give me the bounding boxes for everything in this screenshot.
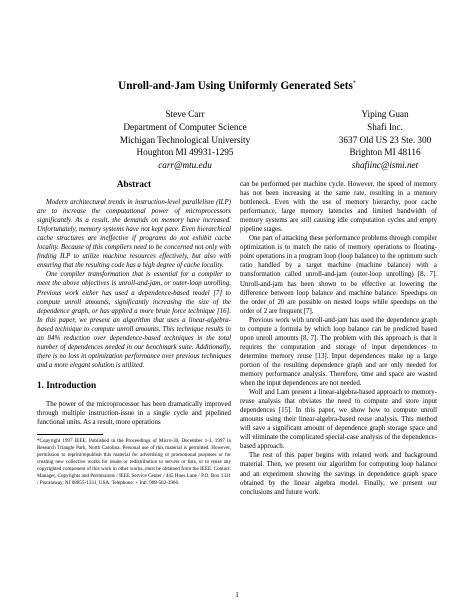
- author-institution: Michigan Technological University: [119, 134, 251, 145]
- author-name: Steve Carr: [165, 109, 205, 119]
- abstract-heading: Abstract: [116, 179, 152, 189]
- body-paragraph: Previous work with unroll-and-jam has used the dependence graph to compute a formula by which loop balance can be predicted based upon unroll amounts [8, 7]. The problem with this approach is that it requires the computation and storage of input dependences to determine memory reuse [13]. Input dependences make up a large portion of the resulting dependence graph and are only needed for memory performance analysis. Therefore, time and space are wasted when the input dependences are not needed.: [240, 316, 437, 388]
- author-department: Shafi Inc.: [367, 121, 403, 132]
- body-paragraph: The rest of this paper begins with related work and background material. Then, we present our algorithm for computing loop balance and an experiment showing the savings in dependence graph space obtained by the linear algebra model. Finally, we present our conclusions and future work.: [240, 452, 437, 496]
- page-number: 1: [235, 591, 239, 599]
- author-email: carr@mtu.edu: [158, 160, 212, 171]
- author-address: Houghton MI 49931-1295: [136, 147, 234, 158]
- body-paragraph: The power of the microprocessor has been dramatically improved through multiple instruction-issue in a single cycle and pipelined functional units. As a result, more operations: [37, 400, 231, 427]
- footnote-rule: [37, 434, 103, 435]
- paper-title: [0, 80, 474, 92]
- body-paragraph: Wolf and Lam present a linear-algebra-based approach to memory-reuse analysis that obviates the need to compute and store input dependences [15]. In this paper, we show how to compute unroll amounts using their linear-algebra-based reuse analysis. This method will save a significant amount of dependence graph storage space and will eliminate the complicated special-case analysis of the dependence-based approach.: [240, 389, 437, 451]
- left-column: [37, 180, 231, 487]
- author-block-carr: [95, 108, 275, 172]
- body-paragraph: One part of attacking these performance problems through compiler optimization is to match the ratio of memory operations to floating-point operations in a program loop (loop balance) to the optimum such ratio handled by a target machine (machine balance) with a transformation called unroll-and-jam (outer-loop unrolling) [8, 7]. Unroll-and-jam has been shown to be effective at lowering the difference between loop balance and machine balance. Speedups on the order of 20 are possible on nested loops while speedups on the order of 2 are frequent [7].: [240, 235, 437, 315]
- title-footnote-mark: *: [352, 80, 356, 87]
- author-email: shafiinc@ismi.net: [351, 160, 419, 171]
- section-heading-introduction: 1. Introduction: [37, 379, 97, 390]
- abstract-paragraph: Modern architectural trends in instruction-level parallelism (ILP) are to increase the computational power of microprocessors significantly. As a result, the demands on memory have increased. Unfortunately, memory systems have not kept pace. Even hierarchical cache structures are ineffective if programs do not exhibit cache locality. Because of this compilers need to be concerned not only with finding ILP to utilize machine resources effectively, but also with ensuring that the resulting code has a high degree of cache locality.: [37, 199, 231, 270]
- author-department: Department of Computer Science: [123, 121, 247, 132]
- author-block-guan: [300, 108, 470, 172]
- body-paragraph: can be performed per machine cycle. However, the speed of memory has not been increasing at the same rate, resulting in a memory bottleneck. Even with the use of memory hierarchy, poor cache performance, large memory latencies and limited bandwidth of memory systems are still causing idle computation cycles and empty pipeline stages.: [240, 181, 437, 234]
- copyright-footnote: *Copyright 1997 IEEE. Published in the Proceedings of Micro-30, December 1-3, 1997 in Research Triangle Park, North Carolina. Personal use of this material is permitted. However, permission to reprint/republish this material for advertising or promotional purposes or for creating new collective works for resale or redistribution to servers or lists, or to reuse any copyrighted component of this work in other works, must be obtained from the IEEE. Contact: Manager, Copyrights and Permissions / IEEE Service Center / 445 Hoes Lane / P.O. Box 1331 / Piscataway, NJ 08855-1331, USA. Telephone: + Intl. 908-562-3966.: [37, 438, 231, 486]
- author-address: Brighton MI 48116: [349, 147, 421, 158]
- author-institution: 3637 Old US 23 Ste. 300: [338, 134, 432, 145]
- abstract-paragraph: One compiler transformation that is essential for a compiler to meet the above objectives is unroll-and-jam, or outer-loop unrolling. Previous work either has used a dependence-based model [7] to compute unroll amounts, significantly increasing the size of the dependence graph, or has applied a more brute force technique [16]. In this paper, we present an algorithm that uses a linear-algebra-based technique to compute unroll amounts. This technique results in an 84% reduction over dependence-based techniques in the total number of dependences needed in our benchmark suite. Additionally, there is no loss in optimization performance over previous techniques and a more elegant solution is utilized.: [37, 271, 231, 369]
- author-name: Yiping Guan: [361, 109, 409, 119]
- title-text: Unroll-and-Jam Using Uniformly Generated Sets: [118, 80, 353, 92]
- right-column: [240, 180, 437, 497]
